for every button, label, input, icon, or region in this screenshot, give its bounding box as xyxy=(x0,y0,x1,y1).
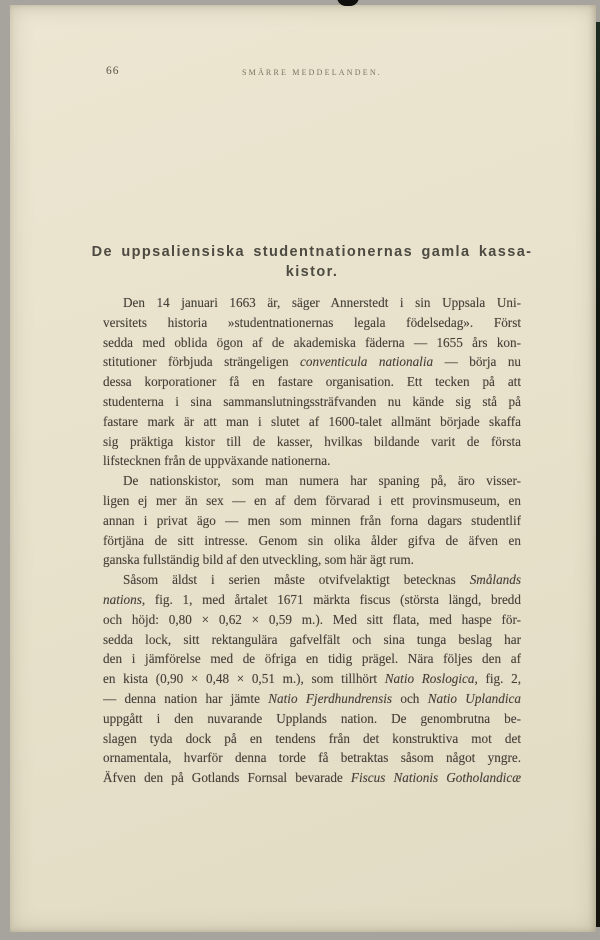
text-segment: versitets historia »studentnationernas legala födelsedag». Först xyxy=(103,314,521,330)
italic-text-segment: Natio Roslogica xyxy=(384,671,475,687)
text-segment: , fig. 2, xyxy=(474,671,521,687)
italic-text-segment: Natio Uplandica xyxy=(427,690,521,706)
text-line xyxy=(103,550,521,570)
text-line xyxy=(103,313,521,333)
text-line xyxy=(103,729,521,749)
text-segment: sedda med oblida ögon af de akademiska fäderna — 1655 års kon- xyxy=(103,334,521,350)
text-line xyxy=(103,669,521,689)
scan-edge-strip xyxy=(596,22,600,927)
text-segment: och xyxy=(392,690,428,706)
text-line xyxy=(103,352,521,372)
text-line xyxy=(103,392,521,412)
text-segment: — denna nation har jämte xyxy=(103,690,269,706)
text-line xyxy=(103,610,521,630)
text-segment: förtjäna de sitt intresse. Genom sin olika ålder gifva de äfven en xyxy=(103,532,521,548)
italic-text-segment: Fiscus Nationis Gotholandicæ xyxy=(350,770,521,786)
text-segment: Såsom äldst i serien måste otvifvelaktigt betecknas xyxy=(123,572,470,588)
article-title-line2: kistor. xyxy=(285,264,339,280)
text-segment: Den 14 januari 1663 är, säger Annerstedt i sin Uppsala Uni- xyxy=(123,295,521,310)
text-line xyxy=(103,293,521,313)
text-line xyxy=(103,590,521,610)
text-line xyxy=(103,412,521,432)
text-segment: sedda lock, sitt rektangulära gafvelfält och sina tunga beslag har xyxy=(103,631,521,647)
text-line xyxy=(103,531,521,551)
text-segment: stitutioner förbjuda strängeligen xyxy=(103,354,301,370)
article-title-line1: De uppsaliensiska studentnationernas gamla kassa- xyxy=(91,244,533,260)
text-segment: De nationskistor, som man numera har spaning på, äro visser- xyxy=(123,473,521,489)
text-segment: och höjd: 0,80 × 0,62 × 0,59 m.). Med sitt flata, med haspe för- xyxy=(103,611,521,627)
page-paper xyxy=(10,5,596,932)
text-segment: , fig. 1, med årtalet 1671 märkta fiscus (största längd, bredd xyxy=(141,591,521,607)
text-line xyxy=(103,333,521,353)
text-segment: lifstecknen från de uppväxande nationerna. xyxy=(103,453,331,469)
paragraph xyxy=(103,570,521,788)
text-segment: uppgått i den nuvarande Upplands nation. De genombrutna be- xyxy=(103,710,521,726)
text-line xyxy=(103,709,521,729)
text-segment: annan i privat ägo — men som minnen från forna dagars studentlif xyxy=(103,512,521,528)
body-text xyxy=(103,293,521,788)
italic-text-segment: Natio Fjerdhundrensis xyxy=(268,690,393,706)
text-segment: fastare mark är att man i slutet af 1600-talet allmänt började skaffa xyxy=(103,413,521,429)
text-line xyxy=(103,511,521,531)
running-header-row xyxy=(103,65,521,81)
text-line xyxy=(103,630,521,650)
text-line xyxy=(103,451,521,471)
text-line xyxy=(103,570,521,590)
text-line xyxy=(103,768,521,788)
article-title xyxy=(83,242,541,282)
text-segment: sig präktiga kistor till de kasser, hvilkas bildande varit de första xyxy=(103,433,521,449)
text-segment: studenterna i sina sammanslutningssträfvanden nu kände sig stå på xyxy=(103,393,521,409)
text-segment: — börja nu xyxy=(433,354,521,370)
page-number: 66 xyxy=(106,65,120,77)
text-line xyxy=(103,491,521,511)
running-header: SMÄRRE MEDDELANDEN. xyxy=(241,68,383,77)
text-segment: Äfven den på Gotlands Fornsal bevarade xyxy=(103,770,351,786)
text-line xyxy=(103,471,521,491)
text-line xyxy=(103,432,521,452)
paragraph xyxy=(103,293,521,471)
text-line xyxy=(103,372,521,392)
text-segment: den i jämförelse med de öfriga en tidig prägel. Nära följes den af xyxy=(103,651,521,667)
italic-text-segment: Smålands xyxy=(469,572,521,588)
text-line xyxy=(103,649,521,669)
paragraph xyxy=(103,471,521,570)
text-segment: ligen ej mer än sex — en af dem förvarad i ett provinsmuseum, en xyxy=(103,492,521,508)
text-line xyxy=(103,748,521,768)
text-segment: ganska fullständig bild af den utveckling, som här ägt rum. xyxy=(103,552,414,568)
text-segment: slagen tyda dock på en tendens från det konstruktiva mot det xyxy=(103,730,521,746)
text-segment: en kista (0,90 × 0,48 × 0,51 m.), som tillhört xyxy=(103,671,385,687)
text-segment: dessa korporationer få en fastare organisation. Ett tecken på att xyxy=(103,374,521,390)
italic-text-segment: conventicula nationalia xyxy=(300,354,434,370)
italic-text-segment: nations xyxy=(103,591,142,607)
text-segment: ornamentala, hvarför denna torde få betraktas såsom något yngre. xyxy=(103,750,521,766)
text-line xyxy=(103,689,521,709)
